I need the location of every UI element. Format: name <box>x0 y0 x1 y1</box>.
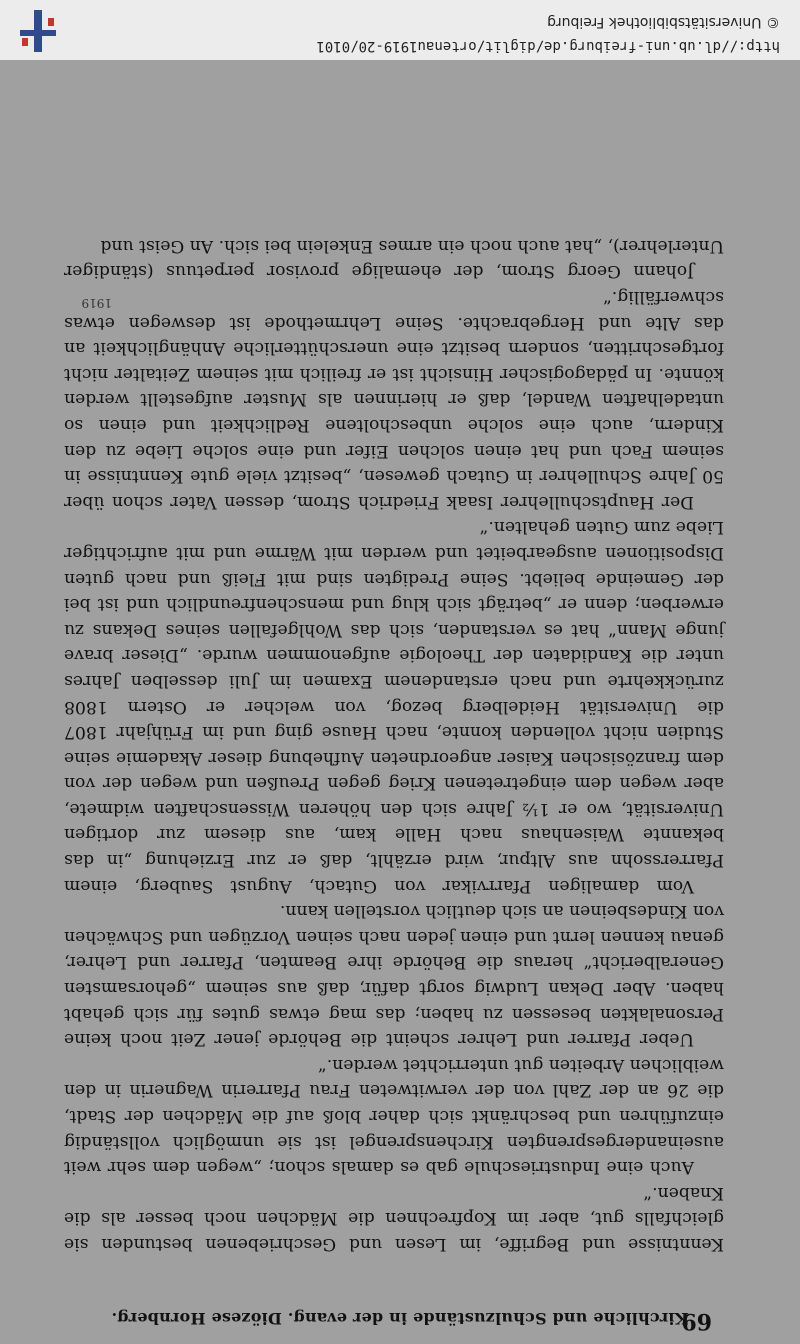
ub-freiburg-logo-icon <box>20 10 56 52</box>
paragraph: Ueber Pfarrer und Lehrer scheint die Behörde jener Zeit noch keine Personalakten besessen zu haben; das mag etwas gutes für sich gehabt haben. Aber Dekan Ludwig sorgt dafür, daß aus seinem „gehorsamsten Generalbericht“ heraus die Behörde ihre Beamten, Pfarrer und Lehrer, genau kennen lernt und einen jeden nach seinen Vorzügen und Schwächen von Kindesbeinen an sich deutlich vorstellen kann. <box>64 901 724 1050</box>
paragraph: Kenntnisse und Begriffe, im Lesen und Geschriebenen bestunden sie gleichfalls gut, aber im Kopfrechnen die Mädchen noch besser als die Knaben.“ <box>64 1182 724 1254</box>
paragraph: Auch eine Industrieschule gab es damals schon; „wegen dem sehr weit auseinandergesprengten Kirchensprengel ist sie unmöglich vollständig einzuführen und beschränkt sich daher bloß auf die Mädchen der Stadt, die 26 an der Zahl von der verwitweten Frau Pfarrerin Wagnerin in den weiblichen Arbeiten gut unterrichtet werden.“ <box>64 1054 724 1178</box>
running-head: Kirchliche und Schulzustände in der evang. Diözese Hornberg. <box>111 1309 689 1328</box>
paragraph: Johann Georg Strom, der ehemalige provisor perpetuus (ständiger Unterlehrer), „hat auch noch ein armes Enkelein bei sich. An Geist und <box>64 235 724 282</box>
digitization-footer <box>0 0 800 60</box>
source-url[interactable]: http://dl.ub.uni-freiburg.de/diglit/ortenau1919-20/0101 <box>316 38 780 54</box>
body-text <box>64 232 724 1256</box>
scanned-page <box>0 60 800 1344</box>
paragraph: Der Hauptschullehrer Isaak Friedrich Strom, dessen Vater schon über 50 Jahre Schullehrer in Gutach gewesen, „besitzt viele gute Kenntnisse in seinem Fach und hat einen solchen Eifer und eine solche Liebe zu den Kindern, auch eine solche unbescholtene Redlichkeit und einen so untadelhaften Wandel, daß er hierinnen als Muster aufgestellt werden könnte. In pädagogischer Hinsicht ist er freilich mit seinem Zeitalter nicht fortgeschritten, sondern besitzt eine unerschütterliche Anhänglichkeit an das Alte und Hergebrachte. Seine Lehrmethode ist deswegen etwas schwerfällig.“ <box>64 287 724 512</box>
page-number: 69 <box>681 1308 712 1334</box>
copyright-notice: © Universitätsbibliothek Freiburg <box>547 14 780 30</box>
paragraph: Vom damaligen Pfarrvikar von Gutach, August Sauberg, einem Pfarrerssohn aus Altpur, wird erzählt, daß er zur Erziehung „in das bekannte Waisenhaus nach Halle kam, aus diesem zur dortigen Universität, wo er 1½ Jahre sich den höheren Wissenschaften widmete, aber wegen dem eingetretenen Krieg gegen Preußen und wegen der von dem französischen Kaiser angeordneten Aufhebung dieser Akademie seine Studien nicht vollenden konnte, nach Hause ging und im Frühjahr 1807 die Universität Heidelberg bezog, von welcher er Ostern 1808 zurückkehrte und nach erstandenem Examen im Juli desselben Jahres unter die Kandidaten der Theologie aufgenommen wurde. „Dieser brave junge Mann“ hat es verstanden, sich das Wohlgefallen seines Dekans zu erwerben; denn er „beträgt sich klug und menschenfreundlich und ist bei der Gemeinde beliebt. Seine Predigten sind mit Fleiß und nach guten Dispositionen ausgearbeitet und werden mit Wärme und mit aufrichtiger Liebe zum Guten gehalten.“ <box>64 517 724 896</box>
margin-mark: 1919 <box>81 296 112 310</box>
